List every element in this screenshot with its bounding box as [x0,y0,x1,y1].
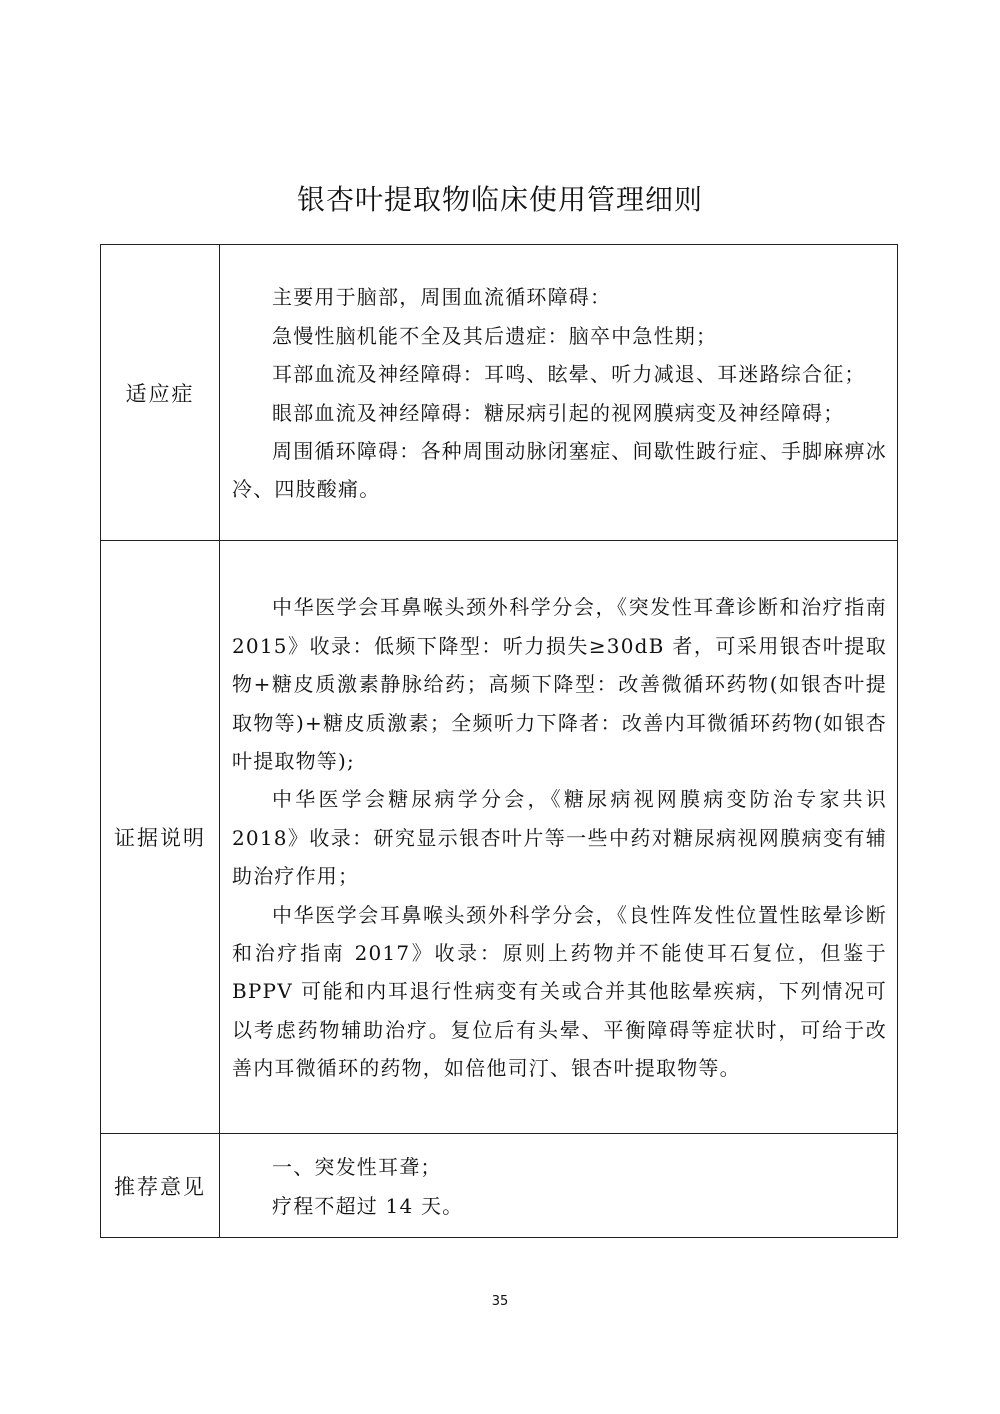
page-title: 银杏叶提取物临床使用管理细则 [296,183,703,216]
row-label-recommendation: 推荐意见 [101,1134,220,1238]
recommendation-paragraph: 一、突发性耳聋； [272,1155,442,1180]
indications-paragraph: 急慢性脑机能不全及其后遗症：脑卒中急性期； [272,323,718,348]
recommendation-paragraph: 疗程不超过 14 天。 [272,1193,464,1218]
evidence-paragraph: 中华医学会糖尿病学分会，《糖尿病视网膜病变防治专家共识 2018》收录：研究显示银杏叶片等一些中药对糖尿病视网膜病变有辅助治疗作用； [232,787,887,889]
row-label-evidence: 证据说明 [101,541,220,1134]
row-content-indications [220,245,898,541]
row-content-recommendation [220,1134,898,1238]
indications-paragraph: 周围循环障碍：各种周围动脉闭塞症、间歇性跛行症、手脚麻痹冰冷、四肢酸痛。 [232,438,887,502]
evidence-paragraph: 中华医学会耳鼻喉头颈外科学分会，《良性阵发性位置性眩晕诊断和治疗指南 2017》收录：原则上药物并不能使耳石复位，但鉴于 BPPV 可能和内耳退行性病变有关或合并其他眩晕疾病，下列情况可以考虑药物辅助治疗。复位后有头晕、平衡障碍等症状时，可给于改善内耳微循环的药物，如倍他司汀、银杏叶提取物等。 [232,902,887,1081]
table-row-evidence [101,541,898,1134]
table-row-indications [101,245,898,541]
page-number: 35 [491,1294,509,1309]
indications-paragraph: 耳部血流及神经障碍：耳鸣、眩晕、听力减退、耳迷路综合征； [272,362,866,387]
indications-paragraph: 眼部血流及神经障碍：糖尿病引起的视网膜病变及神经障碍； [272,400,845,425]
guideline-table [100,244,898,1238]
row-content-evidence [220,541,898,1134]
row-label-indications: 适应症 [101,245,220,541]
table-row-recommendation [101,1134,898,1238]
indications-paragraph: 主要用于脑部，周围血流循环障碍： [272,285,612,310]
evidence-paragraph: 中华医学会耳鼻喉头颈外科学分会，《突发性耳聋诊断和治疗指南 2015》收录：低频下降型：听力损失≥30dB 者，可采用银杏叶提取物+糖皮质激素静脉给药；高频下降型：改善微循环药物(如银杏叶提取物等)+糖皮质激素；全频听力下降者：改善内耳微循环药物(如银杏叶提取物等); [232,595,887,773]
